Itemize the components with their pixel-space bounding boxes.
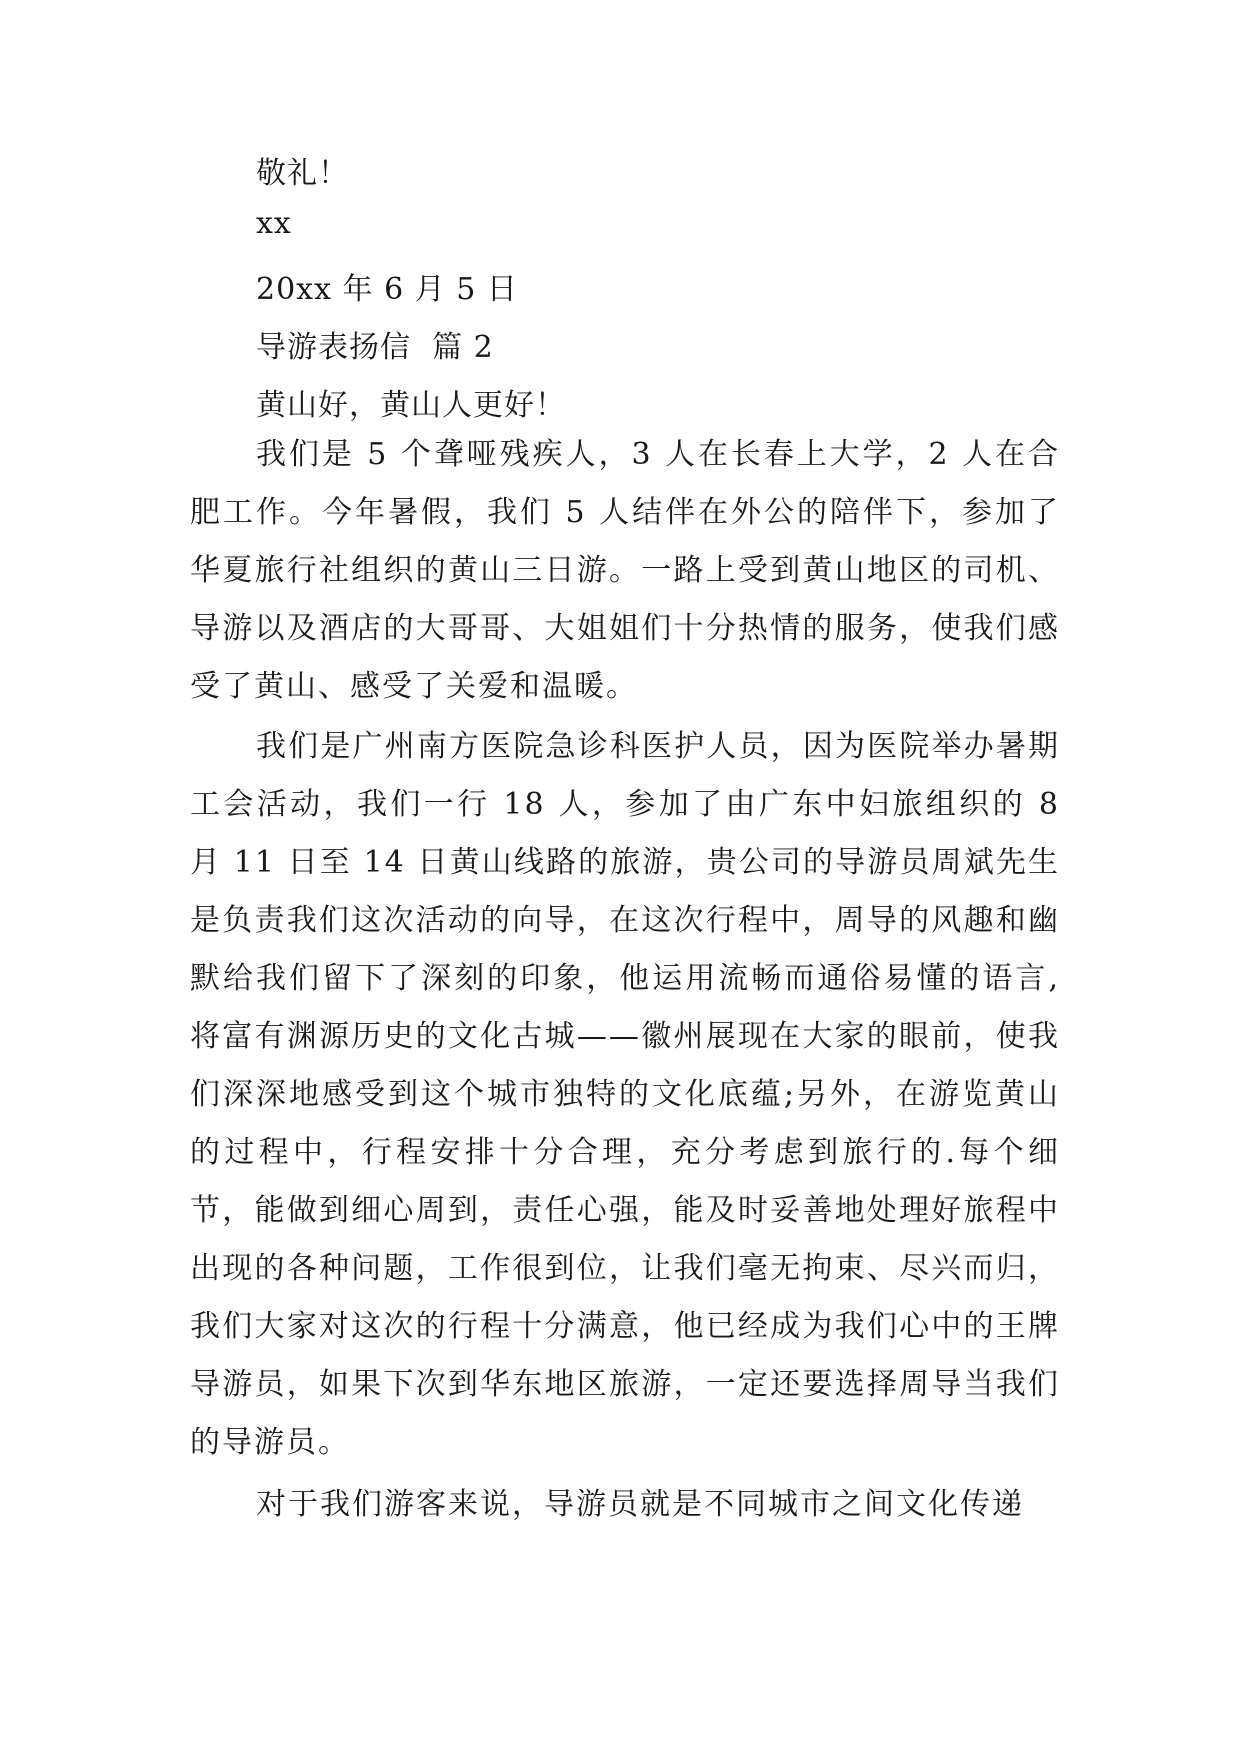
paragraph-1: 我们是 5 个聋哑残疾人，3 人在长春上大学，2 人在合肥工作。今年暑假，我们 5 人结伴在外公的陪伴下，参加了华夏旅行社组织的黄山三日游。一路上受到黄山地区的司机、导游以及酒店的大哥哥、大姐姐们十分热情的服务，使我们感受了黄山、感受了关爱和温暖。 — [190, 437, 1060, 704]
paragraph-2: 我们是广州南方医院急诊科医护人员，因为医院举办暑期工会活动，我们一行 18 人，参加了由广东中妇旅组织的 8 月 11 日至 14 日黄山线路的旅游，贵公司的导游员周斌先生是负责我们这次活动的向导，在这次行程中，周导的风趣和幽默给我们留下了深刻的印象，他运用流畅而通俗易懂的语言,将富有渊源历史的文化古城——徽州展现在大家的眼前，使我们深深地感受到这个城市独特的文化底蕴;另外，在游览黄山的过程中，行程安排十分合理，充分考虑到旅行的.每个细节，能做到细心周到，责任心强，能及时妥善地处理好旅程中出现的各种问题，工作很到位，让我们毫无拘束、尽兴而归，我们大家对这次的行程十分满意，他已经成为我们心中的王牌导游员，如果下次到华东地区旅游，一定还要选择周导当我们的导游员。 — [190, 729, 1060, 1460]
closing-salute: 敬礼！ — [256, 156, 349, 191]
greeting: 黄山好，黄山人更好！ — [256, 388, 566, 423]
signature: xx — [256, 206, 292, 241]
section-title: 导游表扬信 篇 2 — [256, 330, 494, 365]
letter-date: 20xx 年 6 月 5 日 — [256, 272, 518, 307]
paragraph-3: 对于我们游客来说，导游员就是不同城市之间文化传递 — [256, 1487, 1024, 1522]
